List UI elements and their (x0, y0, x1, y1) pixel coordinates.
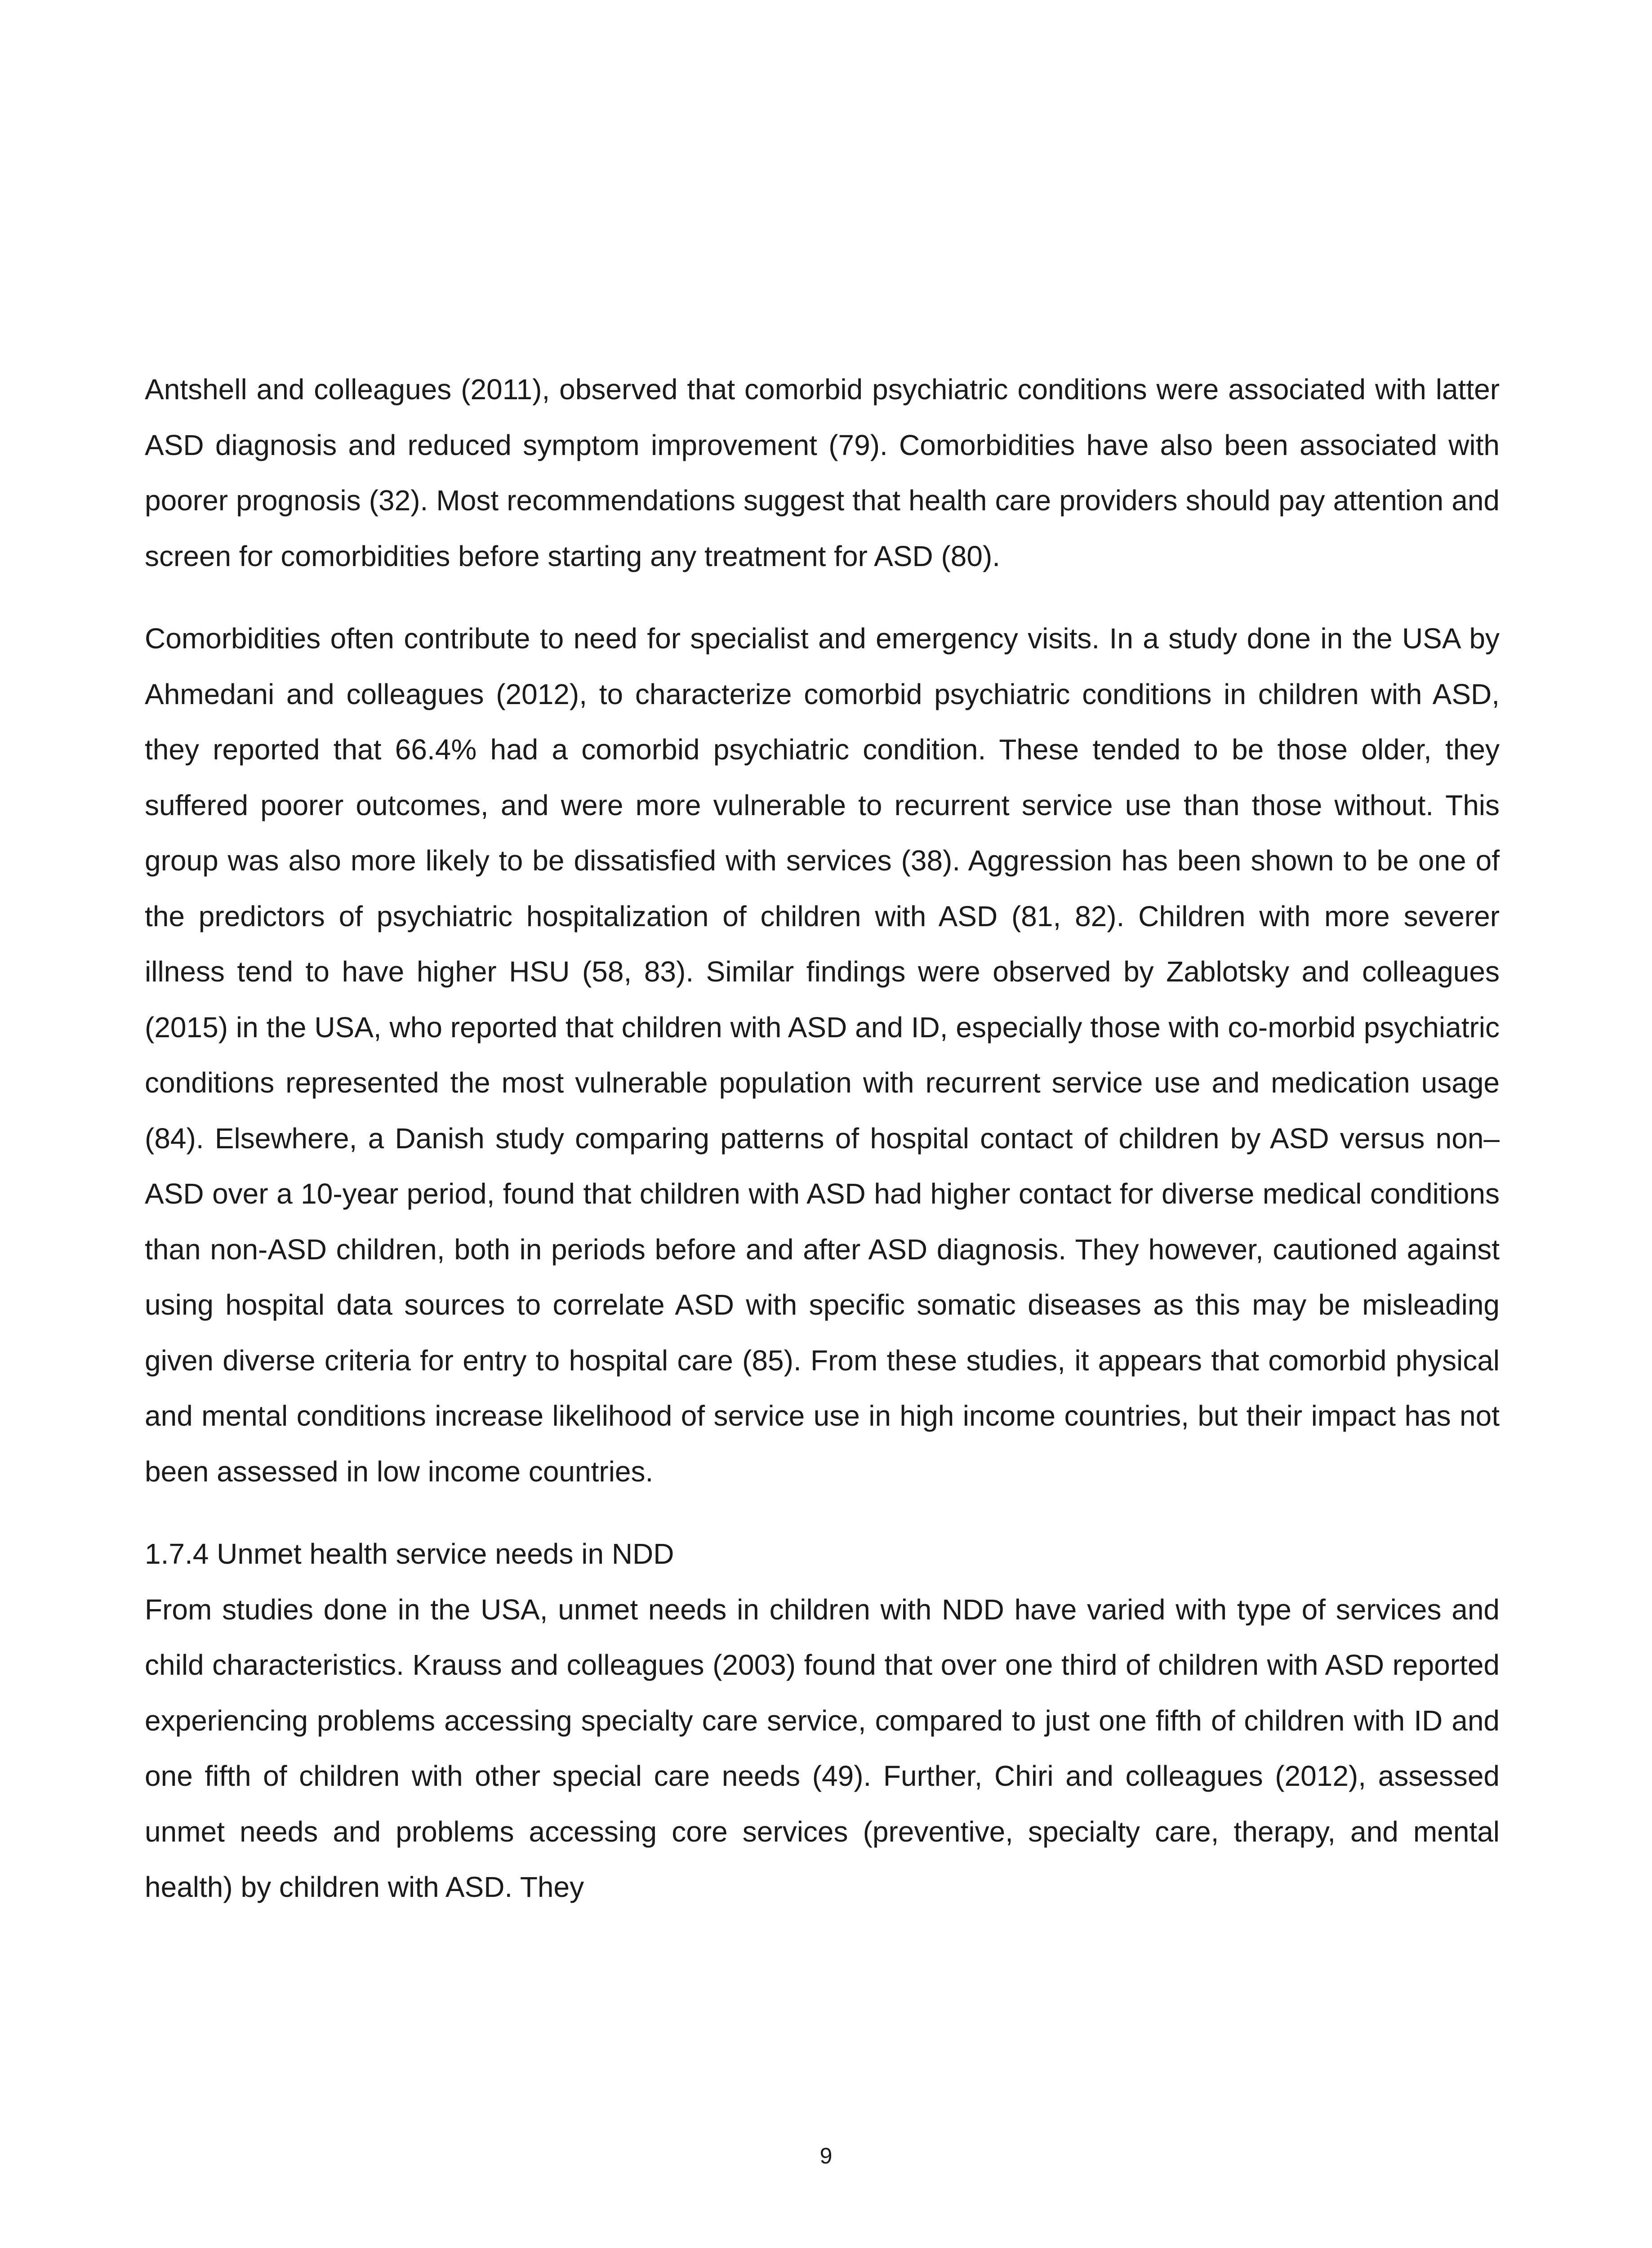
paragraph-comorbidities-prognosis: Antshell and colleagues (2011), observed that comorbid psychiatric conditions were associated with latter ASD diagnosis and reduced symptom improvement (79). Comorbidities have also been associated with poorer prognosis (32). Most recommendations suggest that health care providers should pay attention and screen for comorbidities before starting any treatment for ASD (80). (145, 373, 1500, 572)
section-heading: 1.7.4 Unmet health service needs in NDD (145, 1538, 674, 1570)
paragraph-unmet-needs: From studies done in the USA, unmet needs in children with NDD have varied with type of services and child characteristics. Krauss and colleagues (2003) found that over one third of children with ASD reported experiencing problems accessing specialty care service, compared to just one fifth of children with ID and one fifth of children with other special care needs (49). Further, Chiri and colleagues (2012), assessed unmet needs and problems accessing core services (preventive, specialty care, therapy, and mental health) by children with ASD. They (145, 1593, 1500, 1903)
page-number: 9 (819, 2143, 833, 2168)
paragraph-comorbidities-service-use: Comorbidities often contribute to need for specialist and emergency visits. In a study done in the USA by Ahmedani and colleagues (2012), to characterize comorbid psychiatric conditions in children with ASD, they reported that 66.4% had a comorbid psychiatric condition. These tended to be those older, they suffered poorer outcomes, and were more vulnerable to recurrent service use than those without. This group was also more likely to be dissatisfied with services (38). Aggression has been shown to be one of the predictors of psychiatric hospitalization of children with ASD (81, 82). Children with more severer illness tend to have higher HSU (58, 83). Similar findings were observed by Zablotsky and colleagues (2015) in the USA, who reported that children with ASD and ID, especially those with co-morbid psychiatric conditions represented the most vulnerable population with recurrent service use and medication usage (84). Elsewhere, a Danish study comparing patterns of hospital contact of children by ASD versus non–ASD over a 10-year period, found that children with ASD had higher contact for diverse medical conditions than non-ASD children, both in periods before and after ASD diagnosis. They however, cautioned against using hospital data sources to correlate ASD with specific somatic diseases as this may be misleading given diverse criteria for entry to hospital care (85). From these studies, it appears that comorbid physical and mental conditions increase likelihood of service use in high income countries, but their impact has not been assessed in low income countries. (145, 622, 1500, 1488)
body-text (145, 362, 1500, 1915)
